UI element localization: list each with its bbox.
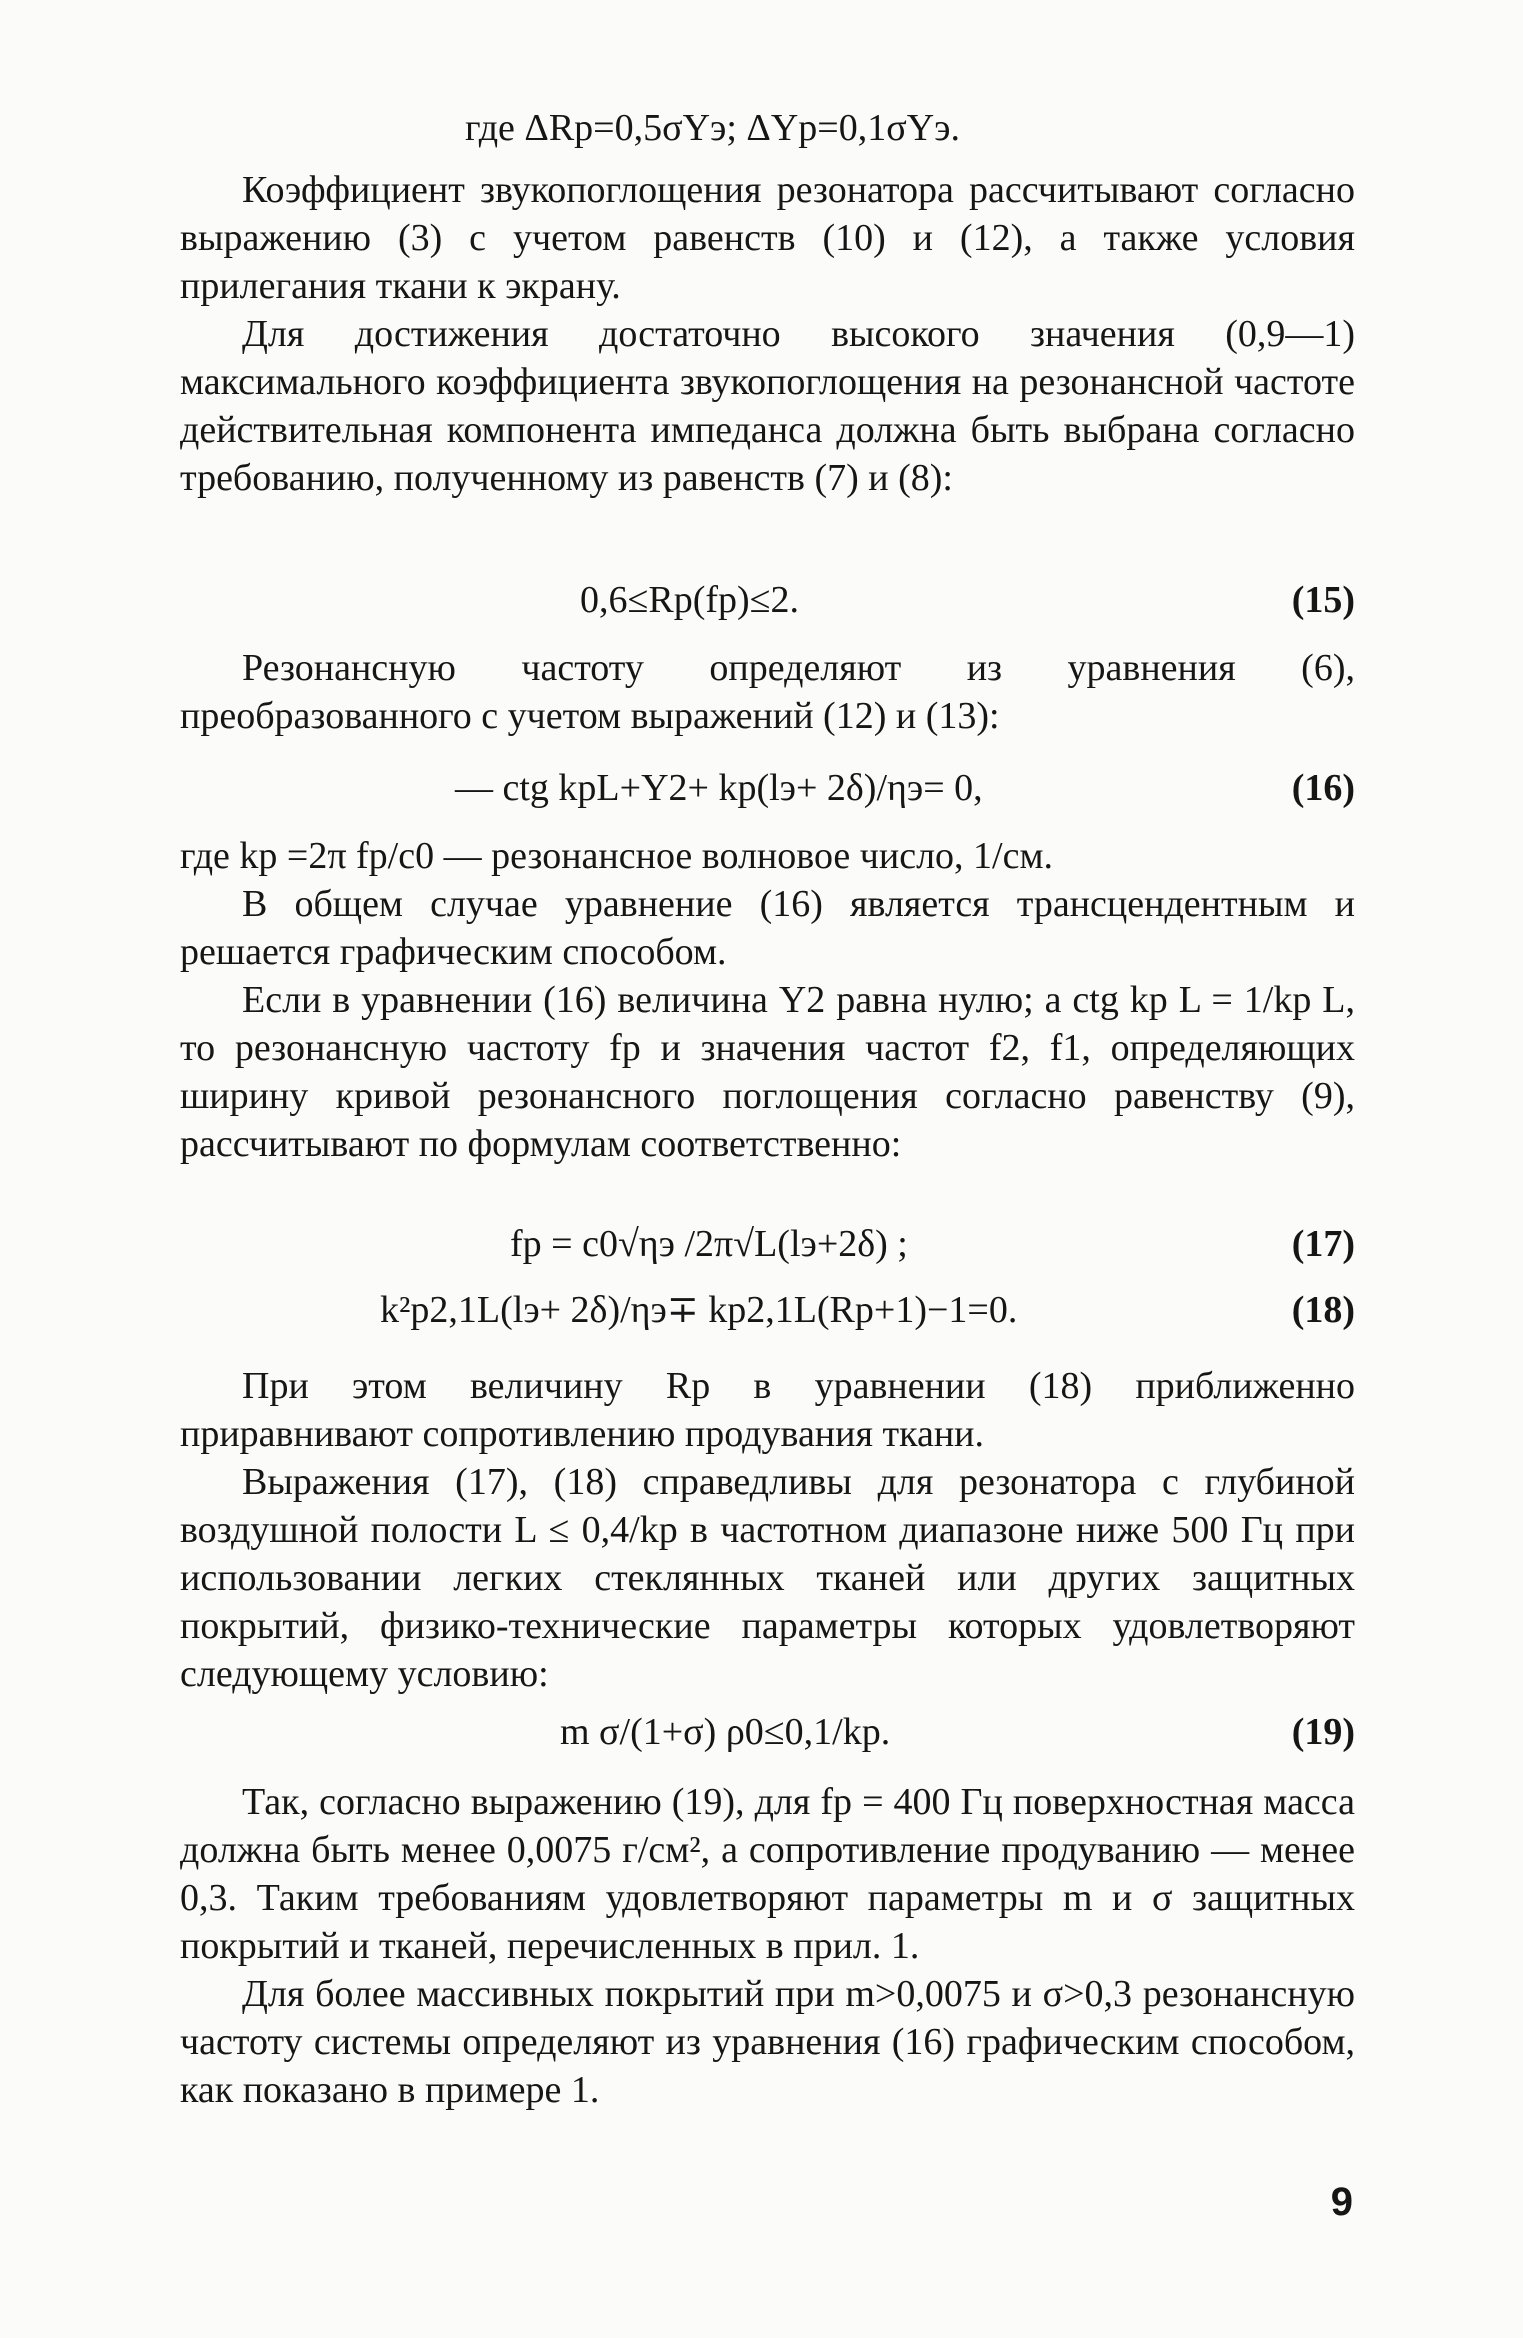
formula-17 — [180, 1216, 1355, 1272]
paragraph-1: Коэффициент звукопоглощения резонатора рассчитывают согласно выражению (3) с учетом равенств (10) и (12), а также условия прилегания ткани к экрану. — [180, 169, 1355, 307]
formula-17-expr: fр = c0√ηэ /2π√L(lэ+2δ) ; — [510, 1223, 908, 1265]
formula-19-number: (19) — [1291, 1711, 1355, 1753]
paragraph-7: При этом величину Rр в уравнении (18) приближенно приравнивают сопротивлению продувания ткани. — [180, 1365, 1355, 1455]
text-block-1 — [180, 166, 1355, 502]
formula-15-expr: 0,6≤Rр(fр)≤2. — [580, 579, 800, 621]
formula-16-number: (16) — [1291, 767, 1355, 809]
paragraph-8: Выражения (17), (18) справедливы для резонатора с глубиной воздушной полости L ≤ 0,4/kр в частотном диапазоне ниже 500 Гц при использовании легких стеклянных тканей или других защитных покрытий, физико-технические параметры которых удовлетворяют следующему условию: — [180, 1461, 1355, 1695]
formula-15 — [180, 572, 1355, 628]
formula-18-number: (18) — [1291, 1289, 1355, 1331]
paragraph-4: где kр =2π fр/c0 — резонансное волновое число, 1/см. — [180, 835, 1054, 877]
text-block-4 — [180, 1362, 1355, 1698]
formula-17-number: (17) — [1291, 1223, 1355, 1265]
formula-16 — [180, 760, 1355, 816]
formula-top — [180, 100, 1355, 156]
text-block-2 — [180, 644, 1355, 740]
formula-16-expr: — ctg kрL+Y2+ kр(lэ+ 2δ)/ηэ= 0, — [455, 767, 983, 809]
text-block-5 — [180, 1778, 1355, 2114]
formula-18-expr: k²р2,1L(lэ+ 2δ)/ηэ∓ kр2,1L(Rр+1)−1=0. — [380, 1289, 1018, 1331]
text-block-3 — [180, 832, 1355, 1168]
page-number: 9 — [1330, 2180, 1353, 2224]
paragraph-6: Если в уравнении (16) величина Y2 равна нулю; а ctg kр L = 1/kр L, то резонансную частоту fр и значения частот f2, f1, определяющих ширину кривой резонансного поглощения согласно равенству (9), рассчитывают по формулам соответственно: — [180, 979, 1355, 1165]
formula-18 — [180, 1282, 1355, 1338]
paragraph-5: В общем случае уравнение (16) является трансцендентным и решается графическим способом. — [180, 883, 1355, 973]
paragraph-2: Для достижения достаточно высокого значения (0,9—1) максимального коэффициента звукопоглощения на резонансной частоте действительная компонента импеданса должна быть выбрана согласно требованию, полученному из равенств (7) и (8): — [180, 313, 1355, 499]
formula-15-number: (15) — [1291, 579, 1355, 621]
paragraph-9: Так, согласно выражению (19), для fр = 400 Гц поверхностная масса должна быть менее 0,0075 г/см², а сопротивление продуванию — менее 0,3. Таким требованиям удовлетворяют параметры m и σ защитных покрытий и тканей, перечисленных в прил. 1. — [180, 1781, 1355, 1967]
formula-19-expr: m σ/(1+σ) ρ0≤0,1/kр. — [560, 1711, 891, 1753]
paragraph-10: Для более массивных покрытий при m>0,0075 и σ>0,3 резонансную частоту системы определяют из уравнения (16) графическим способом, как показано в примере 1. — [180, 1973, 1355, 2111]
formula-top-expr: где ΔRр=0,5σYэ; ΔYр=0,1σYэ. — [465, 107, 960, 149]
formula-19 — [180, 1704, 1355, 1760]
paragraph-3: Резонансную частоту определяют из уравнения (6), преобразованного с учетом выражений (12) и (13): — [180, 647, 1355, 737]
